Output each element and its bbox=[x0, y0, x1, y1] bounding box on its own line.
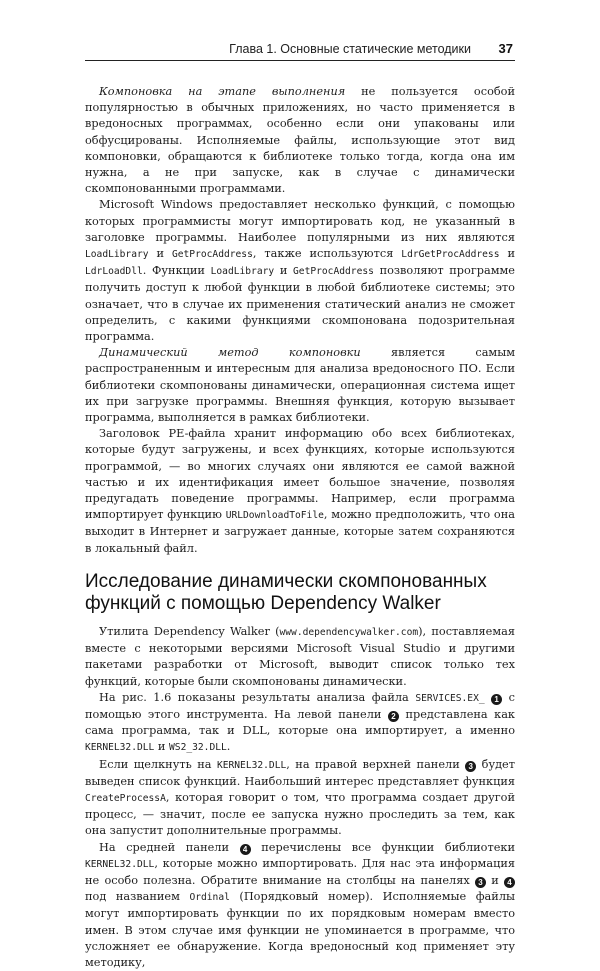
code-ldrgetprocaddress: LdrGetProcAddress bbox=[401, 249, 500, 261]
paragraph-windows-functions: Microsoft Windows предоставляет несколько функций, с помощью которых программисты могут импортировать код, не указанный в заголовке программы. Наиболее популярными из них являются LoadLibrary и GetProcAddress, также используются LdrGetProcAddress и LdrLoadDll. Функции LoadLibrary и GetProcAddress позволяют программе получить доступ к любой функции в любой библиотеке системы; это означает, что в случае их применения статический анализ не сможет определить, с какими функциями скомпонована подозрительная программа. bbox=[85, 198, 515, 344]
code-ws2-32: WS2_32.DLL bbox=[169, 742, 227, 754]
code-getprocaddress: GetProcAddress bbox=[171, 249, 253, 261]
callout-marker: 4 bbox=[240, 844, 251, 855]
code-urldownloadtofile: URLDownloadToFile bbox=[225, 510, 324, 522]
code-loadlibrary: LoadLibrary bbox=[85, 249, 149, 261]
code-ordinal: Ordinal bbox=[189, 892, 230, 904]
paragraph-middle-panel: На средней панели 4 перечислены все функции библиотеки KERNEL32.DLL, которые можно импортировать. Для нас эта информация не особо полезна. Обратите внимание на столбцы на панелях 3 и 4 под названием Ordinal (Порядковый номер). Исполняемые файлы могут импортировать функции по их порядковым номерам вместо имен. В этом случае имя функции не упоминается в программе, что усложняет ее обнаружение. Когда вредоносный код применяет эту методику, bbox=[85, 840, 515, 969]
page-body bbox=[85, 84, 515, 971]
callout-marker: 1 bbox=[491, 694, 502, 705]
code-getprocaddress: GetProcAddress bbox=[293, 266, 374, 278]
callout-marker: 3 bbox=[465, 761, 476, 772]
paragraph-dependency-walker: Утилита Dependency Walker (www.dependencywalker.com), поставляемая вместе с некоторыми версиями Microsoft Visual Studio и другими пакетами разработки от Microsoft, выводит список только тех функций, которые были скомпонованы динамически. bbox=[85, 624, 515, 688]
page-number: 37 bbox=[498, 41, 513, 56]
code-url: www.dependencywalker.com bbox=[279, 626, 419, 638]
code-kernel32: KERNEL32.DLL bbox=[85, 858, 155, 870]
paragraph-figure-results: На рис. 1.6 показаны результаты анализа файла SERVICES.EX_ 1 с помощью этого инструмента. На левой панели 2 представлена как сама программа, так и DLL, которые она импортирует, а именно KERNEL32.DLL и WS2_32.DLL. bbox=[85, 690, 516, 754]
code-services-ex: SERVICES.EX_ bbox=[415, 692, 485, 704]
paragraph-dynamic-linking: Динамический метод компоновки является самым распространенным и интересным для анализа вредоносного ПО. Если библиотеки скомпонованы динамически, операционная система ищет их при загрузке программы. Внешняя функция, которую вызывает программа, выполняется в рамках библиотеки. bbox=[85, 346, 515, 425]
paragraph-pe-header: Заголовок PE-файла хранит информацию обо всех библиотеках, которые будут загружены, и всех функциях, которые используются программой, — во многих случаях они являются ее самой важной частью и их идентификация имеет большое значение, позволяя предугадать поведение программы. Например, если программа импортирует функцию URLDownloadToFile, можно предположить, что она выходит в Интернет и загружает данные, которые затем сохраняются в локальный файл. bbox=[85, 427, 515, 555]
paragraph-kernel32-click: Если щелкнуть на KERNEL32.DLL, на правой верхней панели 3 будет выведен список функций. Наибольший интерес представляет функция CreateProcessA, которая говорит о том, что программа создает другой процесс, — значит, после ее запуска нужно проследить за тем, как она запустит дополнительные программы. bbox=[85, 757, 515, 838]
callout-marker: 4 bbox=[504, 877, 515, 888]
paragraph-runtime-linking: Компоновка на этапе выполнения не пользуется особой популярностью в обычных приложениях, но часто применяется в вредоносных программах, особенно если они упакованы или обфусцированы. Исполняемые файлы, использующие этот вид компоновки, обращаются к библиотеке только тогда, когда она им нужна, а не при запуске, как в случае с динамически скомпонованными программами. bbox=[85, 85, 515, 196]
chapter-title: Глава 1. Основные статические методики bbox=[229, 42, 471, 56]
term-dynamic-linking: Динамический метод компоновки bbox=[99, 346, 361, 360]
code-kernel32: KERNEL32.DLL bbox=[216, 759, 287, 771]
code-ldrloaddll: LdrLoadDll bbox=[85, 266, 143, 278]
code-createprocessa: CreateProcessA bbox=[85, 792, 166, 804]
callout-marker: 3 bbox=[475, 877, 486, 888]
section-heading: Исследование динамически скомпонованных функций с помощью Dependency Walker bbox=[85, 570, 487, 614]
code-kernel32: KERNEL32.DLL bbox=[85, 742, 155, 754]
code-loadlibrary: LoadLibrary bbox=[210, 266, 275, 278]
term-runtime-linking: Компоновка на этапе выполнения bbox=[99, 85, 346, 98]
callout-marker: 2 bbox=[388, 711, 399, 722]
running-header bbox=[85, 40, 515, 61]
